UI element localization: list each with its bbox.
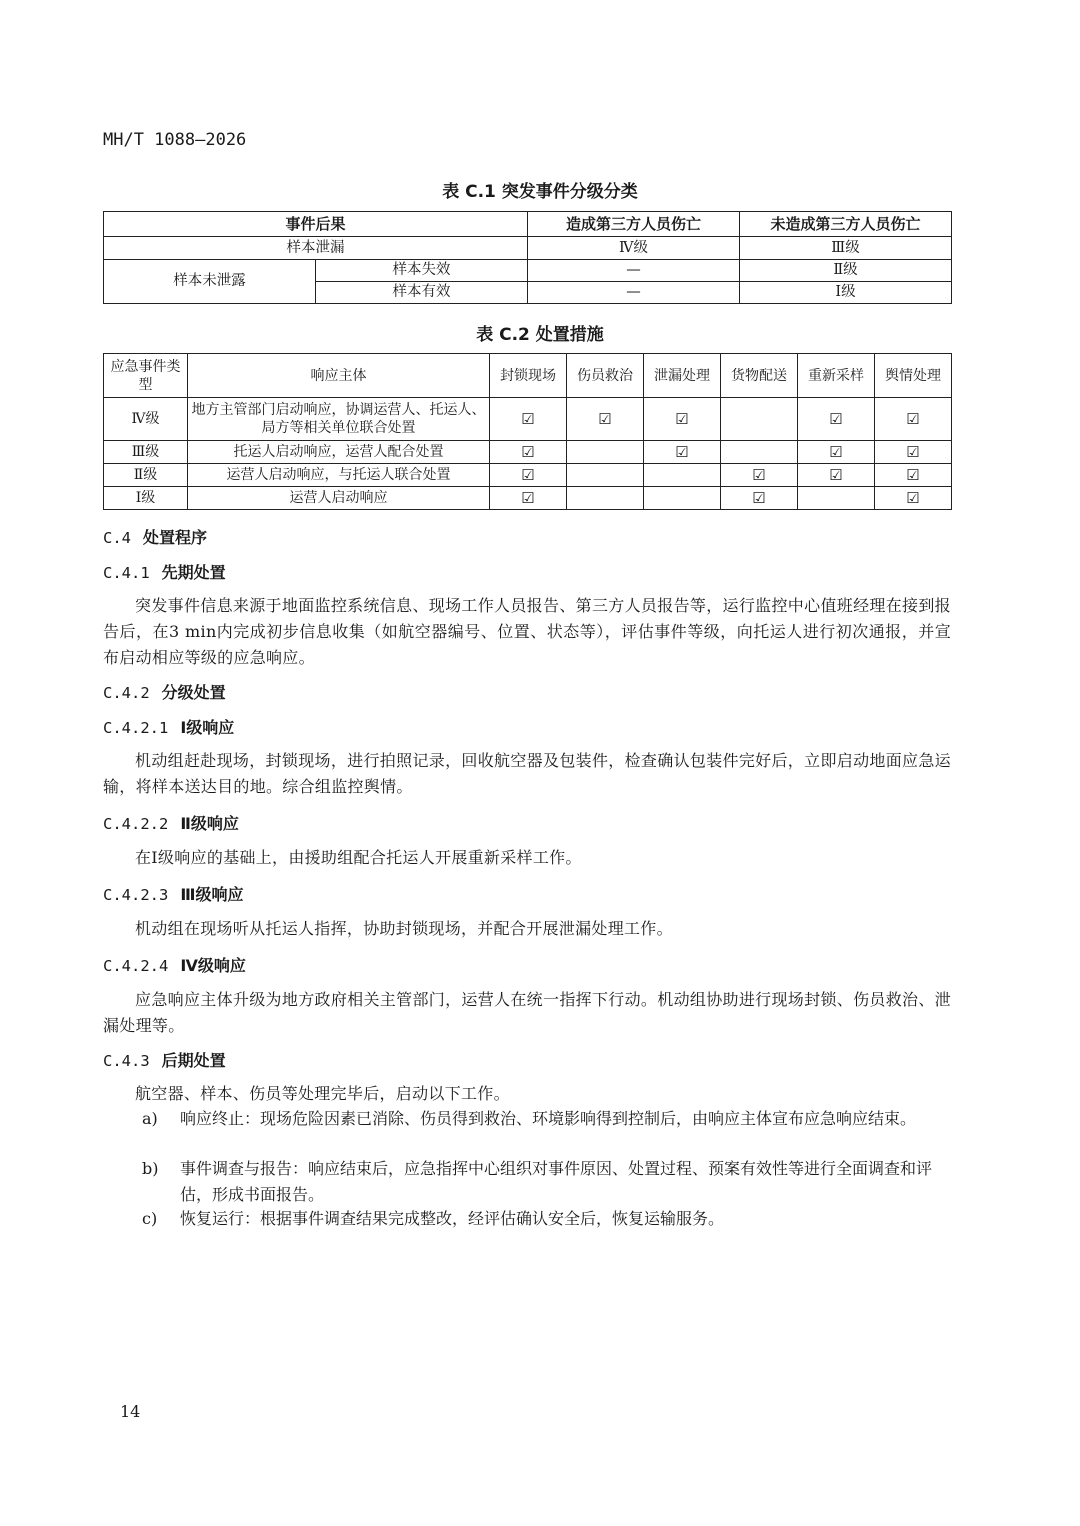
- table-cell: Ⅲ级: [740, 237, 952, 260]
- check-cell: [567, 464, 644, 487]
- check-cell: [644, 487, 721, 510]
- section-heading-c4: [103, 525, 207, 548]
- section-number: C.4.2.1: [103, 719, 169, 737]
- list-item-text: 事件调查与报告：响应结束后，应急指挥中心组织对事件原因、处置过程、预案有效性等进行全面调查和评估，形成书面报告。: [180, 1159, 933, 1204]
- check-cell: ☑: [875, 487, 952, 510]
- section-number: C.4.2: [103, 684, 150, 702]
- section-number: C.4.3: [103, 1052, 150, 1070]
- list-item: [142, 1206, 951, 1232]
- check-cell: ☑: [490, 464, 567, 487]
- list-item-text: 响应终止：现场危险因素已消除、伤员得到救治、环境影响得到控制后，由响应主体宣布应急响应结束。: [180, 1109, 917, 1128]
- table-cell: 样本有效: [316, 282, 528, 304]
- table-cell: 地方主管部门启动响应，协调运营人、托运人、局方等相关单位联合处置: [188, 398, 490, 441]
- list-item-label: a): [142, 1109, 158, 1128]
- table-cell: Ⅱ级: [104, 464, 188, 487]
- check-cell: ☑: [567, 398, 644, 441]
- section-heading-c43: [103, 1048, 226, 1071]
- check-cell: ☑: [798, 441, 875, 464]
- table-c2-caption: 表 C.2 处置措施: [476, 325, 604, 345]
- section-heading-c42: [103, 680, 226, 703]
- table-c2-header-type: 应急事件类型: [104, 354, 188, 398]
- check-cell: ☑: [875, 441, 952, 464]
- check-cell: [721, 398, 798, 441]
- section-title: 先期处置: [161, 563, 226, 582]
- page-number: 14: [120, 1402, 141, 1421]
- table-cell: Ⅰ级: [104, 487, 188, 510]
- paragraph-c423: 机动组在现场听从托运人指挥，协助封锁现场，并配合开展泄漏处理工作。: [135, 919, 673, 938]
- check-cell: [798, 487, 875, 510]
- check-cell: [721, 441, 798, 464]
- table-cell: 托运人启动响应，运营人配合处置: [188, 441, 490, 464]
- table-cell: 样本失效: [316, 260, 528, 282]
- table-cell: Ⅱ级: [740, 260, 952, 282]
- table-cell: Ⅰ级: [740, 282, 952, 304]
- check-cell: ☑: [798, 398, 875, 441]
- section-heading-c421: [103, 715, 234, 738]
- table-row: [104, 441, 952, 464]
- table-c2-header-seal-site: 封锁现场: [490, 354, 567, 398]
- table-c2-header-resample: 重新采样: [798, 354, 875, 398]
- table-cell: Ⅲ级: [104, 441, 188, 464]
- table-row: [104, 487, 952, 510]
- check-cell: ☑: [875, 398, 952, 441]
- table-c1-header-no-casualty: 未造成第三方人员伤亡: [740, 212, 952, 237]
- list-item-text: 恢复运行：根据事件调查结果完成整改，经评估确认安全后，恢复运输服务。: [180, 1209, 725, 1228]
- table-c2-header-subject: 响应主体: [188, 354, 490, 398]
- document-number: MH/T 1088—2026: [103, 130, 247, 150]
- check-cell: ☑: [644, 398, 721, 441]
- paragraph-c422: 在Ⅰ级响应的基础上，由援助组配合托运人开展重新采样工作。: [135, 848, 582, 867]
- section-heading-c423: [103, 882, 243, 905]
- check-cell: ☑: [721, 464, 798, 487]
- table-c2: [103, 353, 952, 510]
- check-cell: [644, 464, 721, 487]
- check-cell: [567, 441, 644, 464]
- table-cell: Ⅳ级: [528, 237, 740, 260]
- table-c2-header-opinion: 舆情处理: [875, 354, 952, 398]
- table-c2-header-leak: 泄漏处理: [644, 354, 721, 398]
- section-heading-c424: [103, 953, 246, 976]
- check-cell: ☑: [490, 398, 567, 441]
- paragraph-c43: 航空器、样本、伤员等处理完毕后，启动以下工作。: [135, 1084, 510, 1103]
- list-item-label: c): [142, 1209, 158, 1228]
- check-cell: ☑: [490, 487, 567, 510]
- table-c2-header-delivery: 货物配送: [721, 354, 798, 398]
- check-cell: ☑: [875, 464, 952, 487]
- check-cell: ☑: [721, 487, 798, 510]
- check-cell: ☑: [798, 464, 875, 487]
- paragraph-c41: 突发事件信息来源于地面监控系统信息、现场工作人员报告、第三方人员报告等，运行监控中心值班经理在接到报告后，在3 min内完成初步信息收集（如航空器编号、位置、状态等），评估事件等级，向托运人进行初次通报，并宣布启动相应等级的应急响应。: [103, 596, 951, 667]
- table-row: [104, 260, 952, 282]
- table-cell: 样本泄漏: [104, 237, 528, 260]
- section-number: C.4.2.4: [103, 957, 169, 975]
- table-c2-header-rescue: 伤员救治: [567, 354, 644, 398]
- section-title: Ⅳ级响应: [180, 956, 246, 975]
- section-number: C.4.1: [103, 564, 150, 582]
- table-c1-caption: 表 C.1 突发事件分级分类: [442, 182, 638, 202]
- paragraph-c424: 应急响应主体升级为地方政府相关主管部门，运营人在统一指挥下行动。机动组协助进行现场封锁、伤员救治、泄漏处理等。: [103, 990, 951, 1035]
- check-cell: [567, 487, 644, 510]
- table-cell: 样本未泄露: [104, 260, 316, 304]
- table-c1-header-casualty: 造成第三方人员伤亡: [528, 212, 740, 237]
- section-title: Ⅰ级响应: [180, 718, 235, 737]
- section-title: 后期处置: [161, 1051, 226, 1070]
- table-cell: —: [528, 260, 740, 282]
- list-item-label: b): [142, 1159, 159, 1178]
- table-c1: [103, 211, 952, 304]
- section-number: C.4.2.2: [103, 815, 169, 833]
- table-row: [104, 237, 952, 260]
- table-row: [104, 398, 952, 441]
- list-item: [142, 1106, 951, 1132]
- list-item: [142, 1156, 951, 1208]
- section-heading-c41: [103, 560, 226, 583]
- table-cell: Ⅳ级: [104, 398, 188, 441]
- section-title: 分级处置: [161, 683, 226, 702]
- section-heading-c422: [103, 811, 239, 834]
- table-cell: 运营人启动响应，与托运人联合处置: [188, 464, 490, 487]
- table-cell: 运营人启动响应: [188, 487, 490, 510]
- section-number: C.4.2.3: [103, 886, 169, 904]
- section-title: 处置程序: [143, 528, 208, 547]
- check-cell: ☑: [644, 441, 721, 464]
- section-title: Ⅱ级响应: [180, 814, 239, 833]
- section-title: Ⅲ级响应: [180, 885, 244, 904]
- table-cell: —: [528, 282, 740, 304]
- paragraph-c421: 机动组赶赴现场，封锁现场，进行拍照记录，回收航空器及包装件，检查确认包装件完好后，立即启动地面应急运输，将样本送达目的地。综合组监控舆情。: [103, 751, 951, 796]
- check-cell: ☑: [490, 441, 567, 464]
- table-c1-header-consequence: 事件后果: [104, 212, 528, 237]
- section-number: C.4: [103, 529, 131, 547]
- table-row: [104, 464, 952, 487]
